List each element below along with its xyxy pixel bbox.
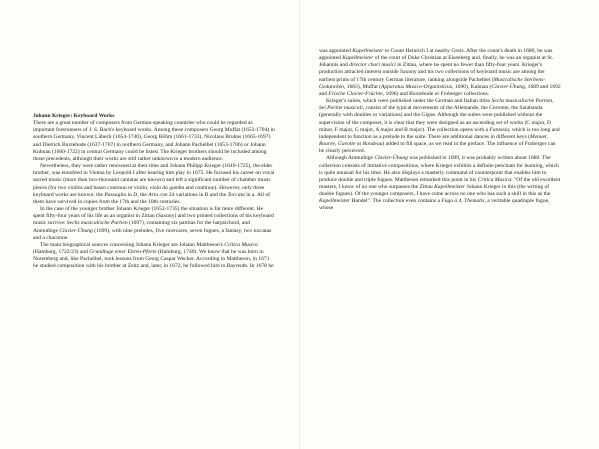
right-paragraph-2: Krieger's suites, which were published under the German and Italian titles Sechs musicalische Partien, Sei Partite musicali, consist of the typical movements of the Allemande, the Corrente, the Sarabanda (generally with doubles or variations) and the Gigue. Although the suites were published without the supervision of the composer, it is clear that they were designed as an ascending set of works (C major, D minor, F major, G major, A major and B major). The collection opens with a Fantasia, which is too long and independent to function as a prelude to the suite. There are additional dances in different keys (Menuet, Bourée, Gavotte or Rondeau) added to fill space, as we read in the preface. The influence of Froberger can be clearly perceived.	[319, 98, 560, 155]
right-column	[319, 48, 561, 213]
left-paragraph-2: Nevertheless, they were rather renowned at their time and Johann Philipp Krieger (1649-1725), the elder brother, was ennobled in Vienna by Leopold I after hearing him play in 1675. He focused his career on vocal sacred music (more than two-thousand cantatas are known) and left a significant number of chamber music pieces (for two violins and basso continuo or violin, viola da gamba and continuo). However, only three keyboard works are known: the Passaglia in D, the Aria con 24 variations in B and the Toccata in a. All of them have survived in copies from the 17th and the 18th centuries.	[33, 163, 275, 205]
left-paragraph-1: There are a great number of composers from German-speaking countries who could be regarded as important forerunners of J. S. Bach's keyboard works. Among these composers Georg Muffat (1653-1704) in southern Germany, Vincent Lübeck (1654-1740), Georg Böhm (1661-1733), Nicolaus Bruhns (1665-1697) and Dietrich Buxtehude (1637-1707) in northern Germany, and Johann Pachelbel (1653-1706) or Johann Kuhnau (1660-1722) in central Germany could be listed. The Krieger brothers should be included among those precedents, although their works are still rather unknown to a modern audience.	[33, 120, 275, 162]
left-paragraph-4: The main biographical sources concerning Johann Krieger are Johann Mattheson's Critica Musica (Hamburg, 1722/23) and Grundlage einer Ehren-Pforte (Hamburg, 1740). We know that he was born in Nuremberg and, like Pachelbel, took lessons from Georg Caspar Wecker. According to Mattheson, in 1671 he studied composition with his brother at Zeitz and, later, in 1672, he followed him to Bayreuth. In 1678 he	[33, 241, 274, 270]
left-column	[33, 113, 275, 270]
right-paragraph-1: was appointed Kapellmeister to Count Heinrich I at nearby Greiz. After the count's death in 1680, he was appointed Kapellmeister of the court of Duke Christian at Eisenberg and, finally, he was an organist at St. Johannis and director chori musici in Zittau, where he spent no fewer than fifty-four years. Krieger's production attracted interest outside Saxony and his two collections of keyboard music are among the earliest prints of 17th century German literature, ranking alongside Pachelbel (Musicalische Sterbens-Gedancken, 1683), Muffat (Apparatus Musico-Organisticus, 1690), Kuhnau (Clavier-Übung, 1689 and 1692 and Frische Clavier-Früchte, 1696) and Buxtehude or Froberger collections.	[319, 48, 561, 97]
right-paragraph-3: Although Anmuthige Clavier-Übung was published in 1699, it was probably written about 1680. The collection consists of imitative compositions, where Krieger exhibits a definite penchant for learning, which is quite unusual for his time. He also displays a masterly command of counterpoint that enables him to produce double and triple fugues. Mattheson remarked this point in his Critica Musica: "Of the old excellent masters, I know of no one who surpasses the Zittau Kapellmeister Johann Krieger in this (the writing of double fugues). Of the younger composers, I have come across no one who has such a skill in this as the Kapellmeister Handel". The collection even contains a Fuga à 4. Thematis, a veritable quadruple fugue, whose	[319, 155, 561, 212]
left-paragraph-3: In the case of the younger brother Johann Krieger (1652-1735) the situation is far more different. He spent fifty-four years of his life as an organist in Zittau (Saxony) and two printed collections of his keyboard music survive: Sechs musicalische Partien (1697), containing six partitas for the harpsichord, and Anmuthige Clavier-Übung (1699), with nine preludes, five ricercares, seven fugues, a fantasy, two toccatas and a chaconne.	[33, 206, 274, 241]
section-heading: Johann Krieger: Keyboard Works	[33, 113, 115, 119]
